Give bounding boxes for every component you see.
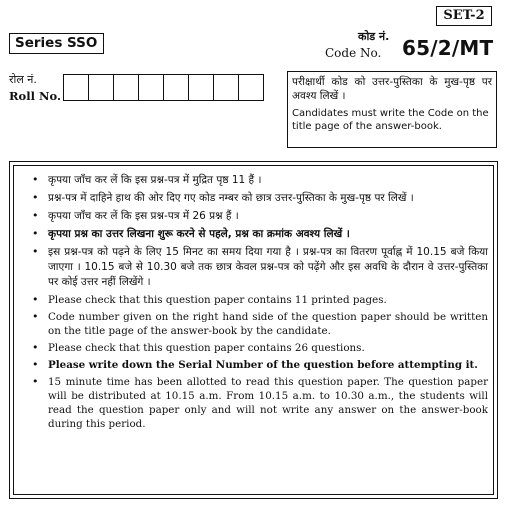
roll-digit-box[interactable]: [213, 74, 239, 101]
instruction-item: [20, 173, 488, 188]
roll-label-english: Roll No.: [9, 89, 61, 103]
instruction-text: प्रश्न-पत्र में दाहिने हाथ की ओर दिए गए कोड नम्बर को छात्र उत्तर-पुस्तिका के मुख-पृष्ठ पर लिखें ।: [48, 192, 414, 204]
roll-label-hindi: रोल नं.: [9, 73, 37, 86]
bullet-icon: •: [32, 173, 39, 186]
instruction-text: इस प्रश्न-पत्र को पढ़ने के लिए 15 मिनट का समय दिया गया है । प्रश्न-पत्र का वितरण पूर्वाह्न में 10.15 बजे किया जाएगा । 10.15 बजे से 10.30 बजे तक छात्र केवल प्रश्न-पत्र को पढ़ेंगे और इस अवधि के दौरान वे उत्तर-पुस्तिका पर कोई उत्तर नहीं लिखेंगे ।: [48, 246, 488, 288]
roll-digit-box[interactable]: [188, 74, 214, 101]
roll-digit-box[interactable]: [138, 74, 164, 101]
instruction-item: [20, 341, 488, 355]
instruction-text: Please check that this question paper contains 26 questions.: [48, 342, 365, 354]
instruction-item: [20, 209, 488, 224]
instruction-item: [20, 227, 488, 242]
bullet-icon: •: [32, 293, 39, 306]
code-label-english: Code No.: [325, 46, 382, 60]
bullet-icon: •: [32, 191, 39, 204]
instruction-text: Code number given on the right hand side of the question paper should be written on the title page of the answer-book by the candidate.: [48, 311, 488, 337]
roll-digit-box[interactable]: [238, 74, 264, 101]
roll-number-boxes: [63, 74, 263, 101]
roll-digit-box[interactable]: [113, 74, 139, 101]
instruction-text: कृपया जाँच कर लें कि इस प्रश्न-पत्र में मुद्रित पृष्ठ 11 हैं ।: [48, 174, 262, 186]
instruction-item: [20, 375, 488, 431]
roll-digit-box[interactable]: [63, 74, 89, 101]
instruction-text: Please check that this question paper contains 11 printed pages.: [48, 294, 387, 306]
instruction-text: कृपया जाँच कर लें कि इस प्रश्न-पत्र में 26 प्रश्न हैं ।: [48, 210, 239, 222]
bullet-icon: •: [32, 209, 39, 222]
code-label-hindi: कोड नं.: [358, 30, 390, 43]
code-number: 65/2/MT: [402, 36, 494, 60]
instruction-item: [20, 310, 488, 338]
set-label: SET-2: [436, 6, 492, 26]
instruction-text: 15 minute time has been allotted to read this question paper. The question paper will be distributed at 10.15 a.m. From 10.15 a.m. to 10.30 a.m., the students will read the question paper only and will not write any answer on the answer-book during this period.: [48, 376, 488, 430]
instruction-item: [20, 293, 488, 307]
bullet-icon: •: [32, 341, 39, 354]
bullet-icon: •: [32, 245, 39, 258]
candidate-notice-english: Candidates must write the Code on the title page of the answer-book.: [292, 108, 489, 132]
roll-digit-box[interactable]: [88, 74, 114, 101]
instruction-text: कृपया प्रश्न का उत्तर लिखना शुरू करने से पहले, प्रश्न का क्रमांक अवश्य लिखें ।: [48, 228, 350, 240]
bullet-icon: •: [32, 310, 39, 323]
bullet-icon: •: [32, 358, 39, 371]
instruction-item: [20, 358, 488, 372]
series-label: Series SSO: [9, 33, 104, 54]
candidate-notice-hindi: परीक्षार्थी कोड को उत्तर-पुस्तिका के मुख-पृष्ठ पर अवश्य लिखें ।: [292, 76, 492, 102]
roll-digit-box[interactable]: [163, 74, 189, 101]
instruction-item: [20, 191, 488, 206]
instructions-list: [20, 173, 488, 434]
instruction-text: Please write down the Serial Number of the question before attempting it.: [48, 359, 478, 371]
candidate-code-notice: [287, 71, 497, 148]
bullet-icon: •: [32, 375, 39, 388]
instruction-item: [20, 245, 488, 290]
bullet-icon: •: [32, 227, 39, 240]
